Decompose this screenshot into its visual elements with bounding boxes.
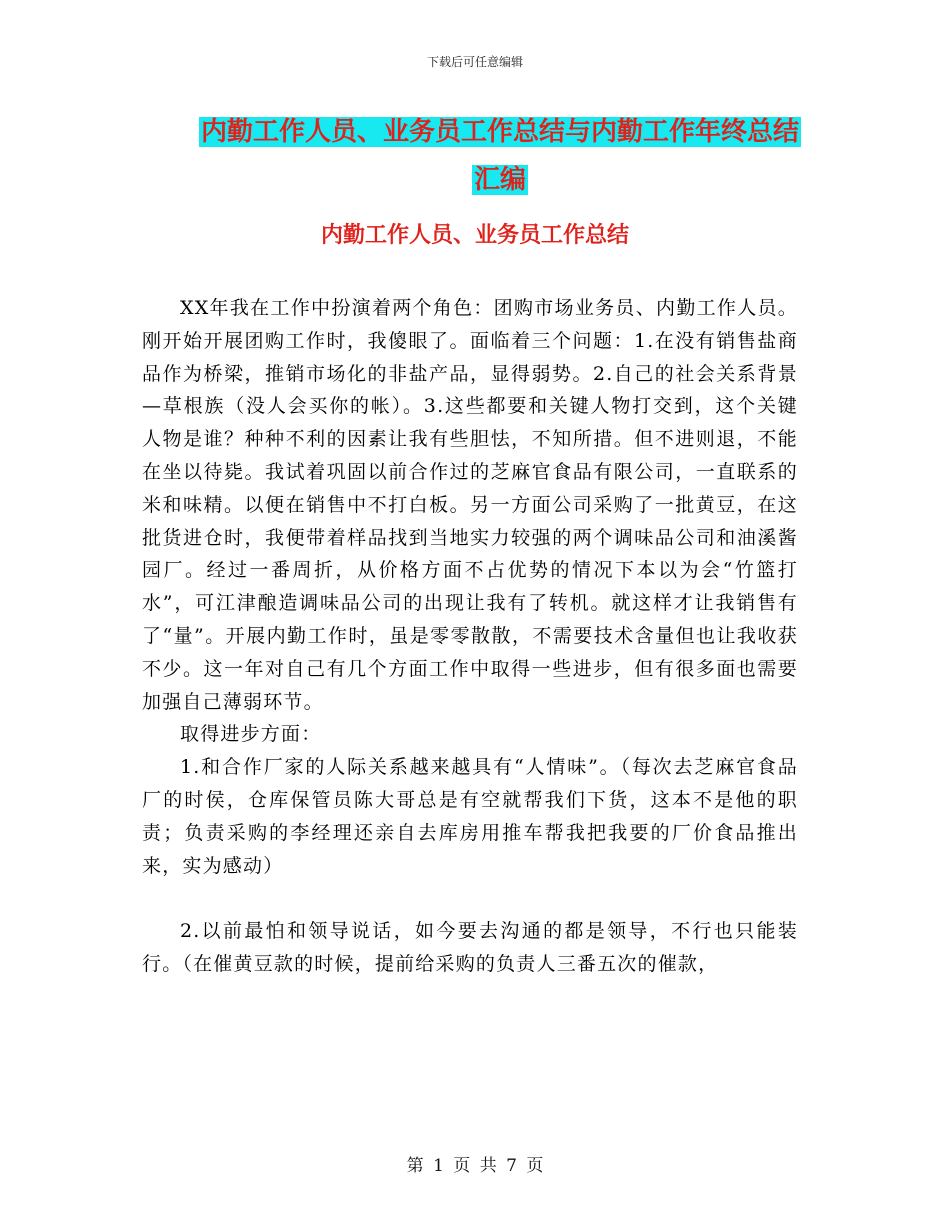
document-title-line-1: 内勤工作人员、业务员工作总结与内勤工作年终总结 — [200, 117, 799, 147]
section-title: 内勤工作人员、业务员工作总结 — [320, 223, 629, 248]
paragraph-intro: XX年我在工作中扮演着两个角色：团购市场业务员、内勤工作人员。刚开始开展团购工作时，我傻眼了。面临着三个问题：1.在没有销售盐商品作为桥梁，推销市场化的非盐产品，显得弱势。2.自己的社会关系背景—草根族（没人会买你的帐）。3.这些都要和关键人物打交到，这个关键人物是谁？种种不利的因素让我有些胆怯，不知所措。但不进则退，不能在坐以待毙。我试着巩固以前合作过的芝麻官食品有限公司，一直联系的米和味精。以便在销售中不打白板。另一方面公司采购了一批黄豆，在这批货进仓时，我便带着样品找到当地实力较强的两个调味品公司和油溪酱园厂。经过一番周折，从价格方面不占优势的情况下本以为会“竹篮打水”，可江津酿造调味品公司的出现让我有了转机。就这样才让我销售有了“量”。开展内勤工作时，虽是零零散散，不需要技术含量但也让我收获不少。这一年对自己有几个方面工作中取得一些进步，但有很多面也需要加强自己薄弱环节。 — [142, 297, 798, 713]
document-title — [190, 108, 810, 204]
page-number: 第 1 页 共 7 页 — [406, 1156, 544, 1176]
paragraph-progress-heading: 取得进步方面： — [180, 723, 322, 746]
page-header-note: 下载后可任意编辑 — [426, 55, 523, 69]
paragraph-item-1: 1.和合作厂家的人际关系越来越具有“人情味”。（每次去芝麻官食品厂的时侯，仓库保管员陈大哥总是有空就帮我们下货，这本不是他的职责；负责采购的李经理还亲自去库房用推车帮我把我要的厂价食品推出来，实为感动） — [142, 756, 798, 877]
document-body — [142, 292, 798, 981]
document-title-line-2: 汇编 — [473, 165, 526, 195]
paragraph-item-2: 2.以前最怕和领导说话，如今要去沟通的都是领导，不行也只能装行。（在催黄豆款的时候，提前给采购的负责人三番五次的催款， — [142, 920, 798, 975]
